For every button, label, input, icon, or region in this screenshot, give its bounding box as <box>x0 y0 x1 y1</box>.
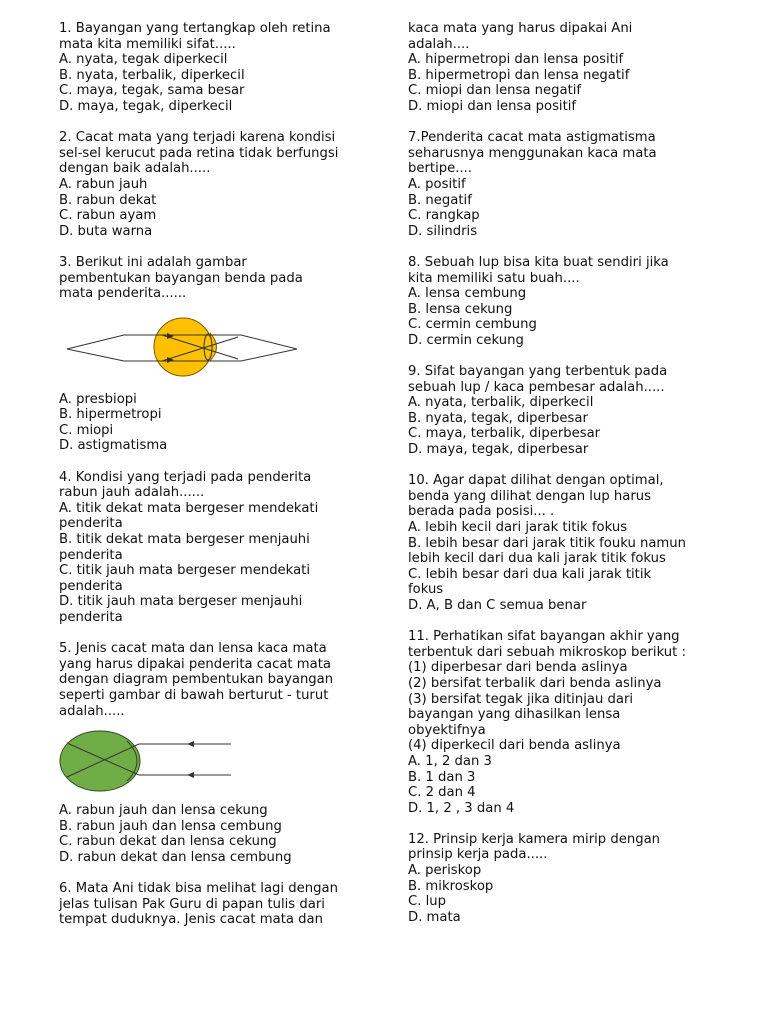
answer-option: C. rabun ayam <box>59 208 157 224</box>
question-text: kaca mata yang harus dipakai Ani <box>408 21 633 36</box>
question-11 <box>408 629 728 816</box>
question-text: rabun jauh adalah...... <box>59 485 205 501</box>
answer-option: D. buta warna <box>59 223 153 239</box>
answer-option: A. 1, 2 dan 3 <box>408 753 492 769</box>
question-text: (3) bersifat tegak jika ditinjau dari <box>408 691 634 707</box>
answer-option: D. maya, tegak, diperkecil <box>59 98 233 114</box>
question-text: jelas tulisan Pak Guru di papan tulis dari <box>59 896 325 912</box>
answer-option: D. astigmatisma <box>59 438 168 454</box>
eye-diagram-figure <box>59 719 259 803</box>
answer-option: penderita <box>59 578 123 594</box>
light-ray <box>241 349 297 361</box>
light-ray <box>67 335 124 349</box>
question-10 <box>408 473 728 613</box>
answer-option: A. periskop <box>408 863 482 879</box>
question-text: yang harus dipakai penderita cacat mata <box>59 656 331 672</box>
answer-option: C. rangkap <box>408 208 480 224</box>
answer-option: D. mata <box>408 909 461 925</box>
eyeball-shape <box>154 318 212 376</box>
answer-option: A. rabun jauh dan lensa cekung <box>59 803 268 819</box>
question-text: (2) bersifat terbalik dari benda aslinya <box>408 675 662 691</box>
answer-option: fokus <box>408 582 444 598</box>
answer-option: B. rabun dekat <box>59 192 157 208</box>
answer-option: C. rabun dekat dan lensa cekung <box>59 834 277 850</box>
question-text: berada pada posisi... . <box>408 504 555 520</box>
question-9 <box>408 364 728 458</box>
answer-option: C. 2 dan 4 <box>408 785 476 801</box>
question-text: pembentukan bayangan benda pada <box>59 270 303 286</box>
question-text: bertipe.... <box>408 161 472 177</box>
answer-option: C. lup <box>408 894 446 910</box>
answer-option: C. cermin cembung <box>408 317 537 333</box>
answer-option: B. lebih besar dari jarak titik fouku namun <box>408 535 686 551</box>
question-4 <box>59 470 379 626</box>
ray-arrow-icon <box>187 772 194 778</box>
answer-option: B. mikroskop <box>408 878 494 894</box>
answer-option: B. nyata, tegak, diperbesar <box>408 410 588 426</box>
answer-option: C. miopi <box>59 422 114 438</box>
answer-option: D. miopi dan lensa positif <box>408 98 577 114</box>
question-text: benda yang dilihat dengan lup harus <box>408 488 651 504</box>
question-text: (4) diperkecil dari benda aslinya <box>408 738 621 754</box>
question-text: adalah.... <box>408 36 470 52</box>
answer-option: B. negatif <box>408 192 472 208</box>
answer-option: C. titik jauh mata bergeser mendekati <box>59 563 310 579</box>
question-text: 12. Prinsip kerja kamera mirip dengan <box>408 831 661 847</box>
question-text: adalah..... <box>59 703 125 719</box>
answer-option: D. silindris <box>408 223 478 239</box>
answer-option: A. positif <box>408 176 466 192</box>
question-text: 3. Berikut ini adalah gambar <box>59 254 247 270</box>
answer-option: penderita <box>59 516 123 532</box>
question-text: sel-sel kerucut pada retina tidak berfungsi <box>59 145 339 161</box>
question-text: 6. Mata Ani tidak bisa melihat lagi dengan <box>59 881 338 897</box>
question-text: 11. Perhatikan sifat bayangan akhir yang <box>408 629 680 645</box>
question-text: prinsip kerja pada..... <box>408 847 548 863</box>
right-column <box>408 21 728 941</box>
answer-option: B. rabun jauh dan lensa cembung <box>59 818 282 834</box>
question-text: terbentuk dari sebuah mikroskop berikut : <box>408 644 686 660</box>
question-text: seharusnya menggunakan kaca mata <box>408 145 657 161</box>
question-text: obyektifnya <box>408 722 486 738</box>
question-text: sebuah lup / kaca pembesar adalah..... <box>408 379 665 395</box>
answer-option: D. cermin cekung <box>408 332 524 348</box>
answer-option: B. hipermetropi dan lensa negatif <box>408 67 630 83</box>
question-text: 10. Agar dapat dilihat dengan optimal, <box>408 473 664 489</box>
answer-option: B. lensa cekung <box>408 301 513 317</box>
question-text: 2. Cacat mata yang terjadi karena kondisi <box>59 130 336 146</box>
answer-option: D. maya, tegak, diperbesar <box>408 442 589 458</box>
answer-option: B. titik dekat mata bergeser menjauhi <box>59 532 310 548</box>
question-text: seperti gambar di bawah berturut - turut <box>59 687 329 703</box>
question-text: 1. Bayangan yang tertangkap oleh retina <box>59 21 331 36</box>
answer-option: D. 1, 2 , 3 dan 4 <box>408 800 515 816</box>
question-text: 9. Sifat bayangan yang terbentuk pada <box>408 364 668 380</box>
answer-option: lebih kecil dari dua kali jarak titik fokus <box>408 551 666 567</box>
answer-option: penderita <box>59 547 123 563</box>
ray-arrow-icon <box>187 741 194 747</box>
eye-diagram-figure <box>59 302 319 392</box>
light-ray <box>67 349 124 361</box>
question-text: 5. Jenis cacat mata dan lensa kaca mata <box>59 641 327 657</box>
answer-option: A. titik dekat mata bergeser mendekati <box>59 500 319 516</box>
answer-option: C. lebih besar dari dua kali jarak titik <box>408 566 652 582</box>
left-column <box>59 21 379 944</box>
question-2 <box>59 130 379 239</box>
answer-option: A. nyata, terbalik, diperkecil <box>408 395 594 411</box>
answer-option: A. hipermetropi dan lensa positif <box>408 52 624 68</box>
answer-option: C. maya, terbalik, diperbesar <box>408 426 601 442</box>
question-text: dengan baik adalah..... <box>59 161 211 177</box>
light-ray <box>241 335 297 349</box>
answer-option: B. nyata, terbalik, diperkecil <box>59 67 245 83</box>
answer-option: penderita <box>59 610 123 625</box>
answer-option: A. rabun jauh <box>59 176 148 192</box>
answer-option: A. lensa cembung <box>408 286 527 302</box>
answer-option: A. presbiopi <box>59 391 137 407</box>
question-text: kita memiliki satu buah.... <box>408 270 580 286</box>
answer-option: B. hipermetropi <box>59 407 162 423</box>
question-text: (1) diperbesar dari benda aslinya <box>408 660 628 676</box>
answer-option: D. titik jauh mata bergeser menjauhi <box>59 594 303 610</box>
answer-option: D. rabun dekat dan lensa cembung <box>59 849 292 865</box>
question-text: bayangan yang dihasilkan lensa <box>408 707 621 723</box>
question-text: tempat duduknya. Jenis cacat mata dan <box>59 912 323 928</box>
question-1 <box>59 21 379 115</box>
question-5 <box>59 641 379 865</box>
answer-option: A. lebih kecil dari jarak titik fokus <box>408 520 628 535</box>
question-text: 4. Kondisi yang terjadi pada penderita <box>59 469 312 485</box>
question-6-continued <box>408 21 728 115</box>
question-text: dengan diagram pembentukan bayangan <box>59 672 334 688</box>
question-text: 7.Penderita cacat mata astigmatisma <box>408 130 656 146</box>
answer-option: B. 1 dan 3 <box>408 769 476 785</box>
answer-option: A. nyata, tegak diperkecil <box>59 52 228 68</box>
answer-option: C. miopi dan lensa negatif <box>408 83 582 99</box>
question-12 <box>408 832 728 926</box>
question-7 <box>408 130 728 239</box>
answer-option: D. A, B dan C semua benar <box>408 597 587 613</box>
question-3 <box>59 255 379 454</box>
question-text: mata kita memiliki sifat..... <box>59 36 236 52</box>
question-text: 8. Sebuah lup bisa kita buat sendiri jika <box>408 254 669 270</box>
answer-option: C. maya, tegak, sama besar <box>59 83 245 99</box>
question-text: mata penderita...... <box>59 286 187 302</box>
question-6 <box>59 881 379 928</box>
question-8 <box>408 255 728 349</box>
